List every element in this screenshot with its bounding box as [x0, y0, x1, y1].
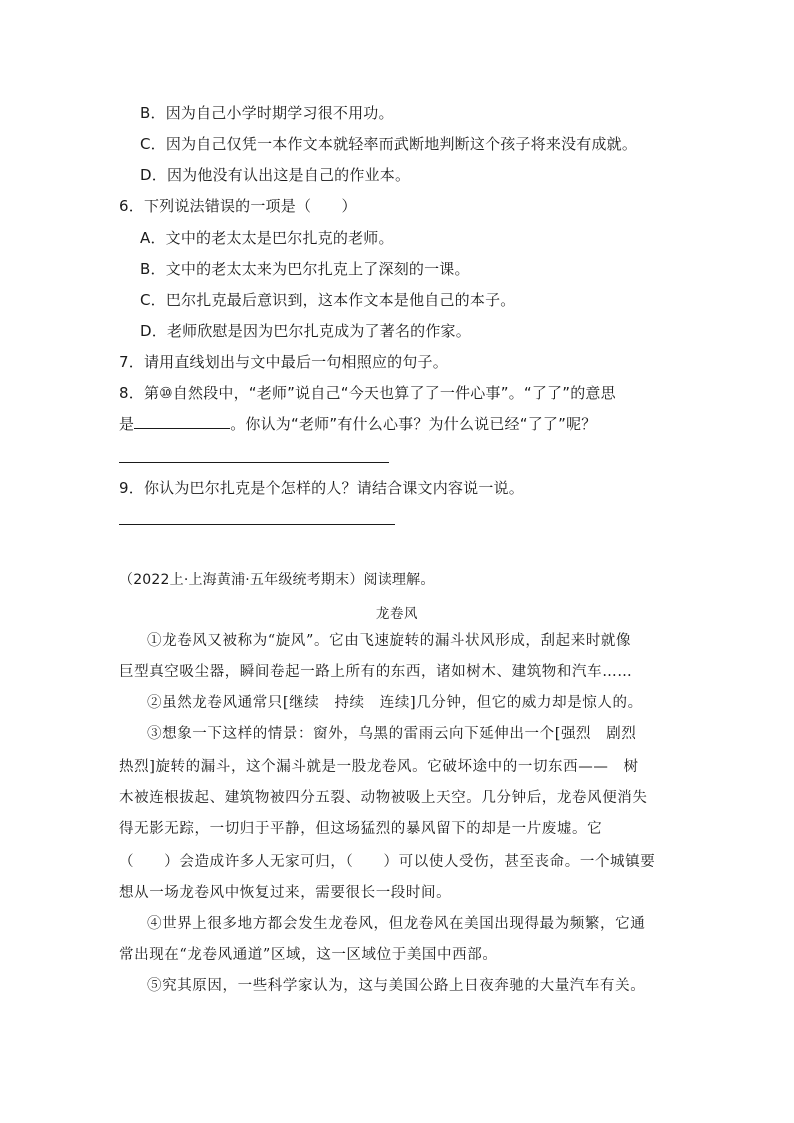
q5-option-c: C．因为自己仅凭一本作文本就轻率而武断地判断这个孩子将来没有成就。	[140, 135, 638, 153]
q7-stem: 7．请用直线划出与文中最后一句相照应的句子。	[119, 353, 448, 371]
answer-blank[interactable]	[134, 414, 230, 429]
passage-line: ①龙卷风又被称为“旋风”。它由飞速旋转的漏斗状风形成，刮起来时就像	[147, 633, 632, 649]
q6-option-b: B．文中的老太太来为巴尔扎克上了深刻的一课。	[140, 260, 470, 278]
passage-line: 得无影无踪，一切归于平静，但这场猛烈的暴风留下的却是一片废墟。它	[119, 821, 603, 837]
q8-line2-suffix: 。你认为“老师”有什么心事？为什么说已经“了了”呢？	[230, 415, 597, 433]
q9-stem: 9．你认为巴尔扎克是个怎样的人？请结合课文内容说一说。	[119, 479, 524, 497]
q8-line1: 8．第⑩自然段中，“老师”说自己“今天也算了了一件心事”。“了了”的意思	[119, 384, 616, 402]
passage-line: 想从一场龙卷风中恢复过来，需要很长一段时间。	[119, 885, 452, 901]
passage-line: ④世界上很多地方都会发生龙卷风，但龙卷风在美国出现得最为频繁，它通	[147, 916, 646, 932]
q6-option-a: A．文中的老太太是巴尔扎克的老师。	[140, 229, 394, 247]
passage-line: 热烈]旋转的漏斗，这个漏斗就是一股龙卷风。它破坏途中的一切东西—— 树	[119, 759, 639, 775]
q6-option-d: D．老师欣慰是因为巴尔扎克成为了著名的作家。	[140, 322, 471, 340]
passage-line: 常出现在“龙卷风通道”区域，这一区域位于美国中西部。	[119, 947, 498, 963]
passage-line: ⑤究其原因，一些科学家认为，这与美国公路上日夜奔驰的大量汽车有关。	[147, 978, 646, 994]
q8-answer-line[interactable]	[119, 462, 389, 463]
passage-title: 龙卷风	[375, 606, 419, 622]
passage-line: ②虽然龙卷风通常只[继续 持续 连续]几分钟，但它的威力却是惊人的。	[147, 695, 643, 711]
passage-line: 巨型真空吸尘器，瞬间卷起一路上所有的东西，诸如树木、建筑物和汽车……	[119, 664, 633, 680]
q6-stem: 6．下列说法错误的一项是（ ）	[119, 197, 357, 215]
q5-option-b: B．因为自己小学时期学习很不用功。	[140, 104, 394, 122]
section-intro: （2022上·上海黄浦·五年级统考期末）阅读理解。	[119, 572, 435, 588]
q8-line2	[119, 414, 597, 434]
passage-line: （ ）会造成许多人无家可归，（ ）可以使人受伤，甚至丧命。一个城镇要	[119, 854, 656, 870]
q8-line2-prefix: 是	[119, 415, 135, 433]
passage-line: 木被连根拔起、建筑物被四分五裂、动物被吸上天空。几分钟后，龙卷风便消失	[119, 790, 648, 806]
q9-answer-line[interactable]	[119, 524, 395, 525]
passage-line: ③想象一下这样的情景：窗外，乌黑的雷雨云向下延伸出一个[强烈 剧烈	[147, 726, 637, 742]
q5-option-d: D．因为他没有认出这是自己的作业本。	[140, 166, 411, 184]
q6-option-c: C．巴尔扎克最后意识到，这本作文本是他自己的本子。	[140, 291, 516, 309]
